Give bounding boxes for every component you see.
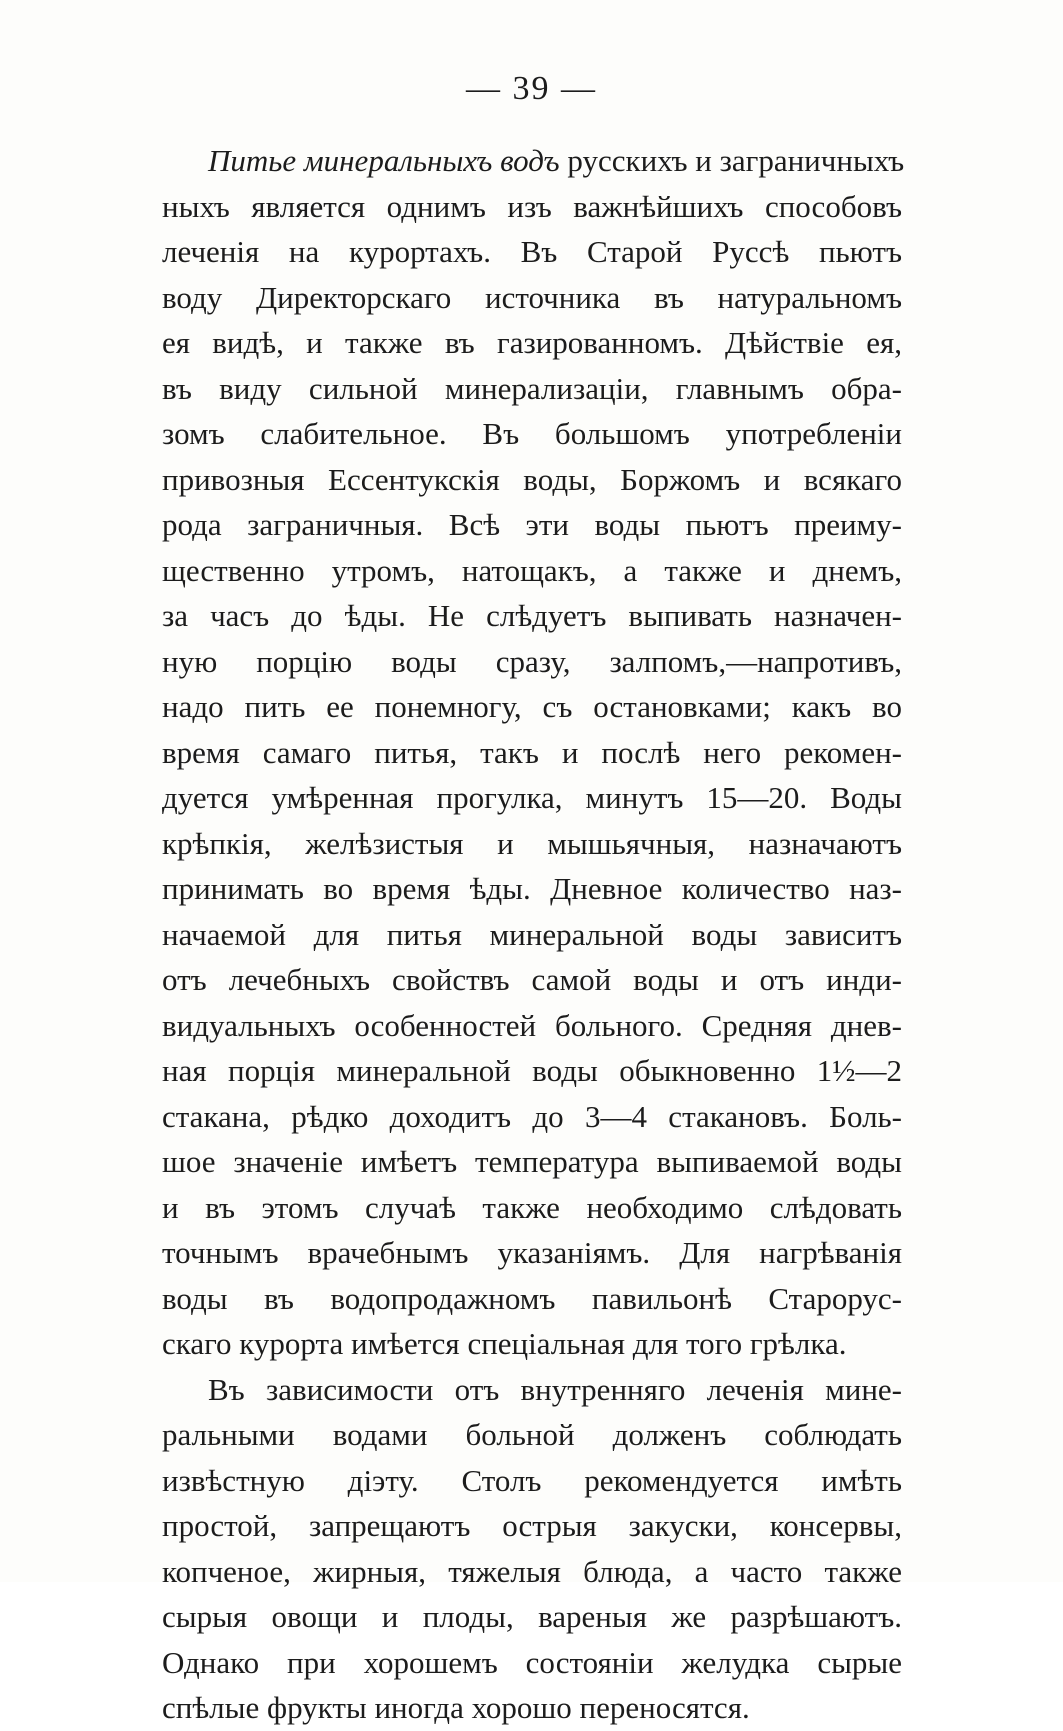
paragraph-1-line: принимать во время ѣды. Дневное количество наз- xyxy=(162,871,902,906)
paragraph-1-line: шое значеніе имѣетъ температура выпиваемой воды xyxy=(162,1144,902,1179)
paragraph-2-line: извѣстную діэту. Столъ рекомендуется имѣть xyxy=(162,1462,902,1498)
paragraph-1-line: рода заграничныя. Всѣ эти воды пьютъ преиму- xyxy=(162,507,902,542)
paragraph-1-line: воды въ водопродажномъ павильонѣ Старорус- xyxy=(162,1280,902,1316)
paragraph-2-line: Въ зависимости отъ внутренняго леченія мине- xyxy=(208,1371,902,1407)
paragraph-1-line: ныхъ является однимъ изъ важнѣйшихъ способовъ xyxy=(162,188,902,224)
paragraph-1-line: ея видѣ, и также въ газированномъ. Дѣйствіе ея, xyxy=(162,325,902,360)
italic-lead: Питье минеральныхъ водъ xyxy=(208,143,560,178)
paragraph-1-line: начаемой для питья минеральной воды зависитъ xyxy=(162,916,902,952)
paragraph-1-line: воду Директорскаго источника въ натуральномъ xyxy=(162,279,902,315)
paragraph-1-line: и въ этомъ случаѣ также необходимо слѣдовать xyxy=(162,1189,902,1225)
paragraph-1-line: ную порцію воды сразу, залпомъ,—напротивъ, xyxy=(162,643,902,679)
paragraph-2-line: ральными водами больной долженъ соблюдать xyxy=(162,1417,902,1452)
paragraph-1-line: видуальныхъ особенностей больного. Средняя днев- xyxy=(162,1007,902,1043)
paragraph-1-line: точнымъ врачебнымъ указаніямъ. Для нагрѣванія xyxy=(162,1235,902,1270)
paragraph-1-line: отъ лечебныхъ свойствъ самой воды и отъ инди- xyxy=(162,962,902,997)
paragraph-2-line: копченое, жирныя, тяжелыя блюда, а часто также xyxy=(162,1553,902,1589)
paragraph-1-line: дуется умѣренная прогулка, минутъ 15—20. Воды xyxy=(162,780,902,815)
paragraph-1-line: скаго курорта имѣется спеціальная для того грѣлка. xyxy=(162,1326,847,1361)
paragraph-1-line: надо пить ее понемногу, съ остановками; какъ во xyxy=(162,689,902,724)
paragraph-1-line: зомъ слабительное. Въ большомъ употребленіи xyxy=(162,416,902,451)
paragraph-1-line-1 xyxy=(162,138,905,184)
paragraph-1-line: въ виду сильной минерализаціи, главнымъ обра- xyxy=(162,370,902,406)
body-text xyxy=(162,138,905,1731)
paragraph-1-line: ная порція минеральной воды обыкновенно 1½—2 xyxy=(162,1053,902,1088)
page-number: — 39 — xyxy=(466,70,597,107)
paragraph-1-line: привозныя Ессентукскія воды, Боржомъ и всякаго xyxy=(162,461,902,497)
paragraph-2-line: сырыя овощи и плоды, вареныя же разрѣшаютъ. xyxy=(162,1599,902,1634)
paragraph-1-line: крѣпкія, желѣзистыя и мышьячныя, назначаютъ xyxy=(162,825,902,861)
paragraph-2-line: простой, запрещаютъ острыя закуски, консервы, xyxy=(162,1508,902,1543)
paragraph-1-line: щественно утромъ, натощакъ, а также и днемъ, xyxy=(162,552,902,588)
paragraph-1-line: стакана, рѣдко доходитъ до 3—4 стакановъ. Боль- xyxy=(162,1098,902,1134)
paragraph-1-line: леченія на курортахъ. Въ Старой Руссѣ пьютъ xyxy=(162,234,902,269)
paragraph-1-line: за часъ до ѣды. Не слѣдуетъ выпивать назначен- xyxy=(162,598,902,633)
paragraph-1-line: время самаго питья, такъ и послѣ него рекомен- xyxy=(162,734,902,770)
paragraph-2-line: Однако при хорошемъ состояніи желудка сырые xyxy=(162,1644,902,1680)
paragraph-2-line: спѣлые фрукты иногда хорошо переносятся. xyxy=(162,1690,750,1725)
line-text: русскихъ и заграничныхъ xyxy=(567,143,905,178)
